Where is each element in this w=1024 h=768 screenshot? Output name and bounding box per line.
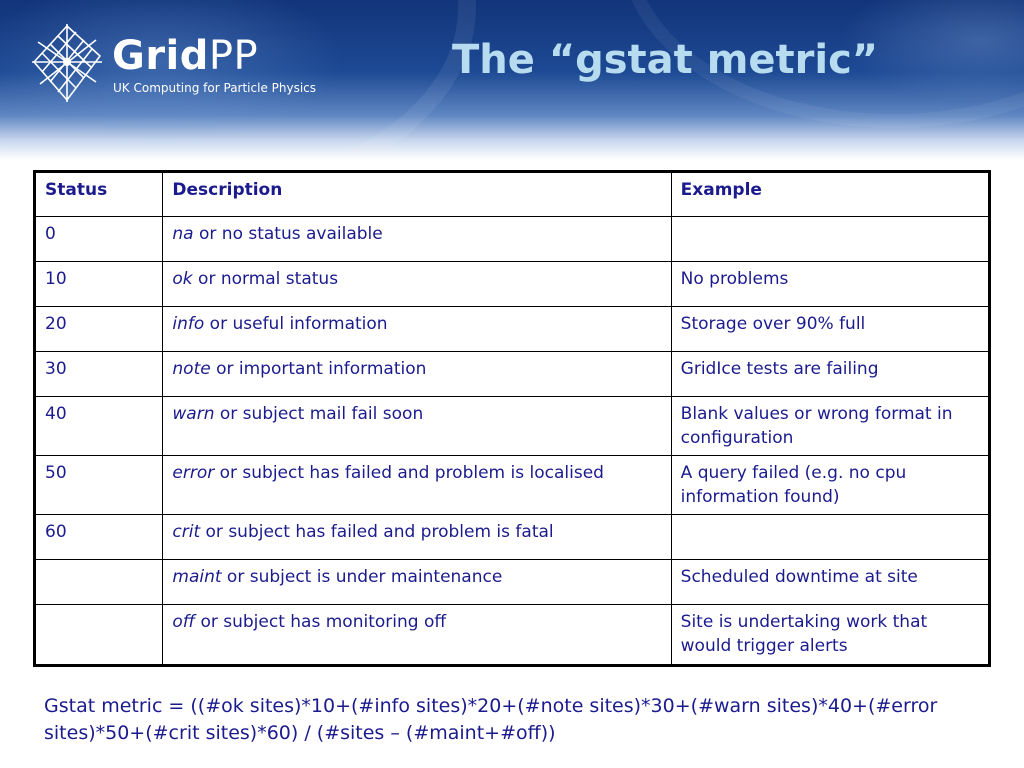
column-header-status: Status — [35, 172, 163, 217]
status-keyword: warn — [172, 404, 215, 424]
status-cell: 40 — [35, 397, 163, 456]
example-cell: Blank values or wrong format in configuration — [671, 397, 989, 456]
status-keyword: ok — [172, 269, 193, 289]
status-keyword: crit — [172, 522, 201, 542]
status-keyword: na — [172, 224, 194, 244]
table-row — [35, 352, 990, 397]
table-row — [35, 397, 990, 456]
table-row — [35, 560, 990, 605]
table-header-row — [35, 172, 990, 217]
description-cell — [163, 217, 671, 262]
description-text: or subject has monitoring off — [195, 612, 447, 632]
example-cell — [671, 515, 989, 560]
description-cell — [163, 352, 671, 397]
example-cell: Site is undertaking work that would trigger alerts — [671, 605, 989, 666]
description-text: or subject has failed and problem is fatal — [200, 522, 554, 542]
description-text: or subject has failed and problem is localised — [214, 463, 604, 483]
description-cell — [163, 307, 671, 352]
status-cell — [35, 560, 163, 605]
page-title: The “gstat metric” — [452, 37, 879, 83]
gstat-metric-table — [33, 170, 991, 667]
header-banner — [0, 0, 1024, 160]
status-cell: 20 — [35, 307, 163, 352]
description-cell — [163, 515, 671, 560]
example-cell: Storage over 90% full — [671, 307, 989, 352]
description-text: or important information — [210, 359, 427, 379]
description-cell — [163, 605, 671, 666]
description-cell — [163, 397, 671, 456]
description-text: or subject mail fail soon — [214, 404, 424, 424]
description-cell — [163, 262, 671, 307]
status-cell: 30 — [35, 352, 163, 397]
table-row — [35, 515, 990, 560]
example-cell — [671, 217, 989, 262]
status-cell: 0 — [35, 217, 163, 262]
example-cell: GridIce tests are failing — [671, 352, 989, 397]
status-cell: 50 — [35, 456, 163, 515]
logo-tagline: UK Computing for Particle Physics — [113, 81, 317, 95]
example-cell: No problems — [671, 262, 989, 307]
metric-formula: Gstat metric = ((#ok sites)*10+(#info sites)*20+(#note sites)*30+(#warn sites)*40+(#error sites)*50+(#crit sites)*60) / (#sites – (#maint+#off)) — [44, 695, 938, 744]
description-text: or normal status — [192, 269, 339, 289]
example-cell: Scheduled downtime at site — [671, 560, 989, 605]
logo-wordmark: GridPP — [112, 33, 259, 79]
status-keyword: maint — [172, 567, 222, 587]
status-cell: 60 — [35, 515, 163, 560]
table-row — [35, 456, 990, 515]
table-row — [35, 605, 990, 666]
table-row — [35, 262, 990, 307]
column-header-description: Description — [163, 172, 671, 217]
table-row — [35, 307, 990, 352]
description-text: or useful information — [204, 314, 388, 334]
status-keyword: note — [172, 359, 211, 379]
description-text: or no status available — [193, 224, 383, 244]
status-keyword: off — [172, 612, 196, 632]
status-keyword: error — [172, 463, 215, 483]
description-cell — [163, 456, 671, 515]
status-cell — [35, 605, 163, 666]
status-cell: 10 — [35, 262, 163, 307]
column-header-example: Example — [671, 172, 989, 217]
status-keyword: info — [172, 314, 205, 334]
example-cell: A query failed (e.g. no cpu information found) — [671, 456, 989, 515]
gridpp-logo-icon — [30, 22, 104, 104]
description-cell — [163, 560, 671, 605]
description-text: or subject is under maintenance — [221, 567, 503, 587]
table-row — [35, 217, 990, 262]
